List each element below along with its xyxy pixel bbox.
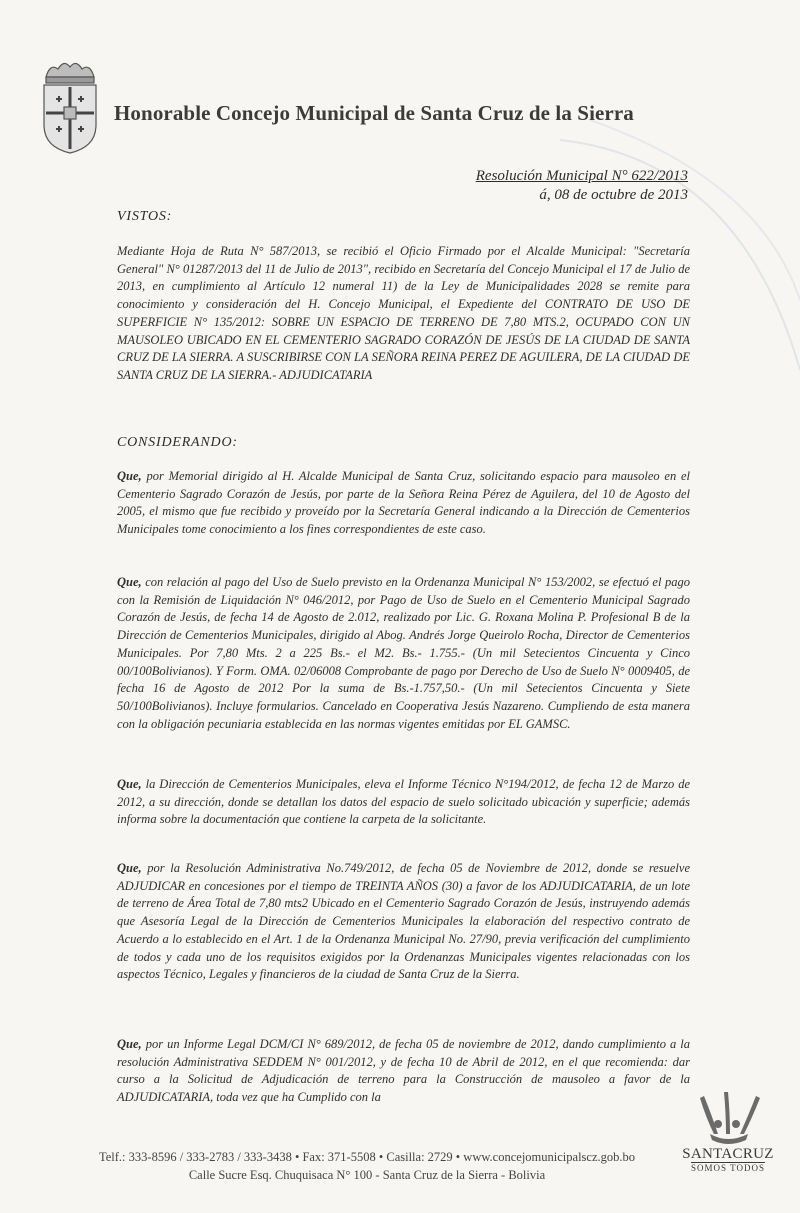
paragraph-text: con relación al pago del Uso de Suelo previsto en la Ordenanza Municipal N° 153/2002, se efectuó el pago con la Remisión de Liquidación N° 046/2012, por Pago de Uso de Suelo en el Cementerio Municipal Sagrado Corazón de Jesús, de fecha 14 de Agosto de 2.012, realizado por Lic. G. Roxana Molina P. Profesional B de la Dirección de Cementerios Municipales, dirigido al Abog. Andrés Jorge Queirolo Rocha, Director de Cementerios Municipales. Por 7,80 Mts. 2 a 225 Bs.- el M2. Bs.- 1.755.- (Un mil Setecientos Cincuenta y Cinco 00/100Bolivianos). Y Form. OMA. 02/06008 Comprobante de pago por Derecho de Uso de Suelo N° 0009405, de fecha 16 de Agosto de 2012 Por la suma de Bs.-1.757,50.- (Un mil Setecientos Cincuenta y Siete 50/100Bolivianos). Incluye formularios. Cancelado en Cooperativa Jesús Nazareno. Cumpliendo de esta manera con la obligación pecuniaria establecida en las normas vigentes emitidas por EL GAMSC. <box>117 575 690 731</box>
paragraph-lead: Que, <box>117 1037 142 1051</box>
institution-name: Honorable Concejo Municipal de Santa Cruz de la Sierra <box>114 101 634 125</box>
considerando-paragraph <box>117 860 690 984</box>
logo-tagline: SOMOS TODOS <box>691 1163 765 1173</box>
municipal-coat-of-arms-icon <box>38 55 102 155</box>
considerando-heading: CONSIDERANDO: <box>117 435 238 450</box>
paragraph-text: por Memorial dirigido al H. Alcalde Municipal de Santa Cruz, solicitando espacio para mausoleo en el Cementerio Sagrado Corazón de Jesús, por parte de la Señora Reina Pérez de Aguilera, del 10 de Agosto del 2005, el mismo que fue recibido y proveído por la Secretaría General indicando a la Dirección de Cementerios Municipales tome conocimiento a los fines correspondientes de este caso. <box>117 469 691 537</box>
paragraph-lead: Que, <box>117 575 142 589</box>
paragraph-text: por un Informe Legal DCM/CI N° 689/2012, de fecha 05 de noviembre de 2012, dando cumplimiento a la resolución Administrativa SEDDEM N° 001/2012, y de fecha 10 de Abril de 2012, en el que recomienda: dar curso a la Solicitud de Adjudicación de terreno para la Construcción de mausoleo a favor de la ADJUDICATARIA, toda vez que ha Cumplido con la <box>117 1037 691 1105</box>
contact-footer <box>62 1148 672 1184</box>
considerando-paragraph <box>117 1036 690 1107</box>
considerando-paragraph <box>117 574 690 733</box>
footer-contact-line: Telf.: 333-8596 / 333-2783 / 333-3438 • Fax: 371-5508 • Casilla: 2729 • www.concejomunicipalscz.gob.bo <box>98 1150 636 1164</box>
paragraph-lead: Que, <box>117 861 142 875</box>
considerando-paragraph <box>117 468 690 539</box>
santa-cruz-logo <box>680 1146 776 1174</box>
logo-wordmark: SANTACRUZ <box>682 1146 774 1162</box>
paragraph-text: por la Resolución Administrativa No.749/2012, de fecha 05 de Noviembre de 2012, donde se resuelve ADJUDICAR en concesiones por el tiempo de TREINTA AÑOS (30) a favor de los ADJUDICATARIA, de un lote de terreno de Área Total de 7,80 mts2 Ubicado en el Cementerio Sagrado Corazón de Jesús, instruyendo además que Asesoría Legal de la Dirección de Cementerios Municipales la elaboración del respectivo contrato de Acuerdo a lo establecido en el Art. 1 de la Ordenanza Municipal No. 27/90, previa verificación del cumplimiento de todos y cada uno de los requisitos exigidos por la Ordenanzas Municipales vigentes relacionadas con los aspectos Técnico, Legales y financieros de la ciudad de Santa Cruz de la Sierra. <box>117 861 691 982</box>
footer-address-line: Calle Sucre Esq. Chuquisaca N° 100 - Santa Cruz de la Sierra - Bolivia <box>188 1168 546 1182</box>
paragraph-text: la Dirección de Cementerios Municipales, eleva el Informe Técnico N°194/2012, de fecha 12 de Marzo de 2012, a su dirección, donde se detallan los datos del espacio de suelo solicitado ubicación y superficie; además informa sobre la documentación que contiene la carpeta de la solicitante. <box>117 777 690 827</box>
vistos-heading: VISTOS: <box>117 209 173 224</box>
vistos-paragraph: Mediante Hoja de Ruta N° 587/2013, se recibió el Oficio Firmado por el Alcalde Municipal: "Secretaría General" N° 01287/2013 del 11 de Julio de 2013", recibido en Secretaría del Concejo Municipal el 17 de Julio de 2013, en cumplimiento al Artículo 12 numeral 11) de la Ley de Municipalidades 2028 se remite para conocimiento y consideración del H. Concejo Municipal, el Expediente del CONTRATO DE USO DE SUPERFICIE N° 135/2012: SOBRE UN ESPACIO DE TERRENO DE 7,80 MTS.2, OCUPADO CON UN MAUSOLEO UBICADO EN EL CEMENTERIO SAGRADO CORAZÓN DE JESÚS DE LA CIUDAD DE SANTA CRUZ DE LA SIERRA. A SUSCRIBIRSE CON LA SEÑORA REINA PEREZ DE AGUILERA, DE LA CIUDAD DE SANTA CRUZ DE LA SIERRA.- ADJUDICATARIA <box>117 244 690 382</box>
resolution-number: Resolución Municipal N° 622/2013 <box>475 168 688 184</box>
paragraph-lead: Que, <box>117 777 142 791</box>
resolution-date: á, 08 de octubre de 2013 <box>539 187 688 203</box>
paragraph-lead: Que, <box>117 469 142 483</box>
considerando-paragraph <box>117 776 690 829</box>
